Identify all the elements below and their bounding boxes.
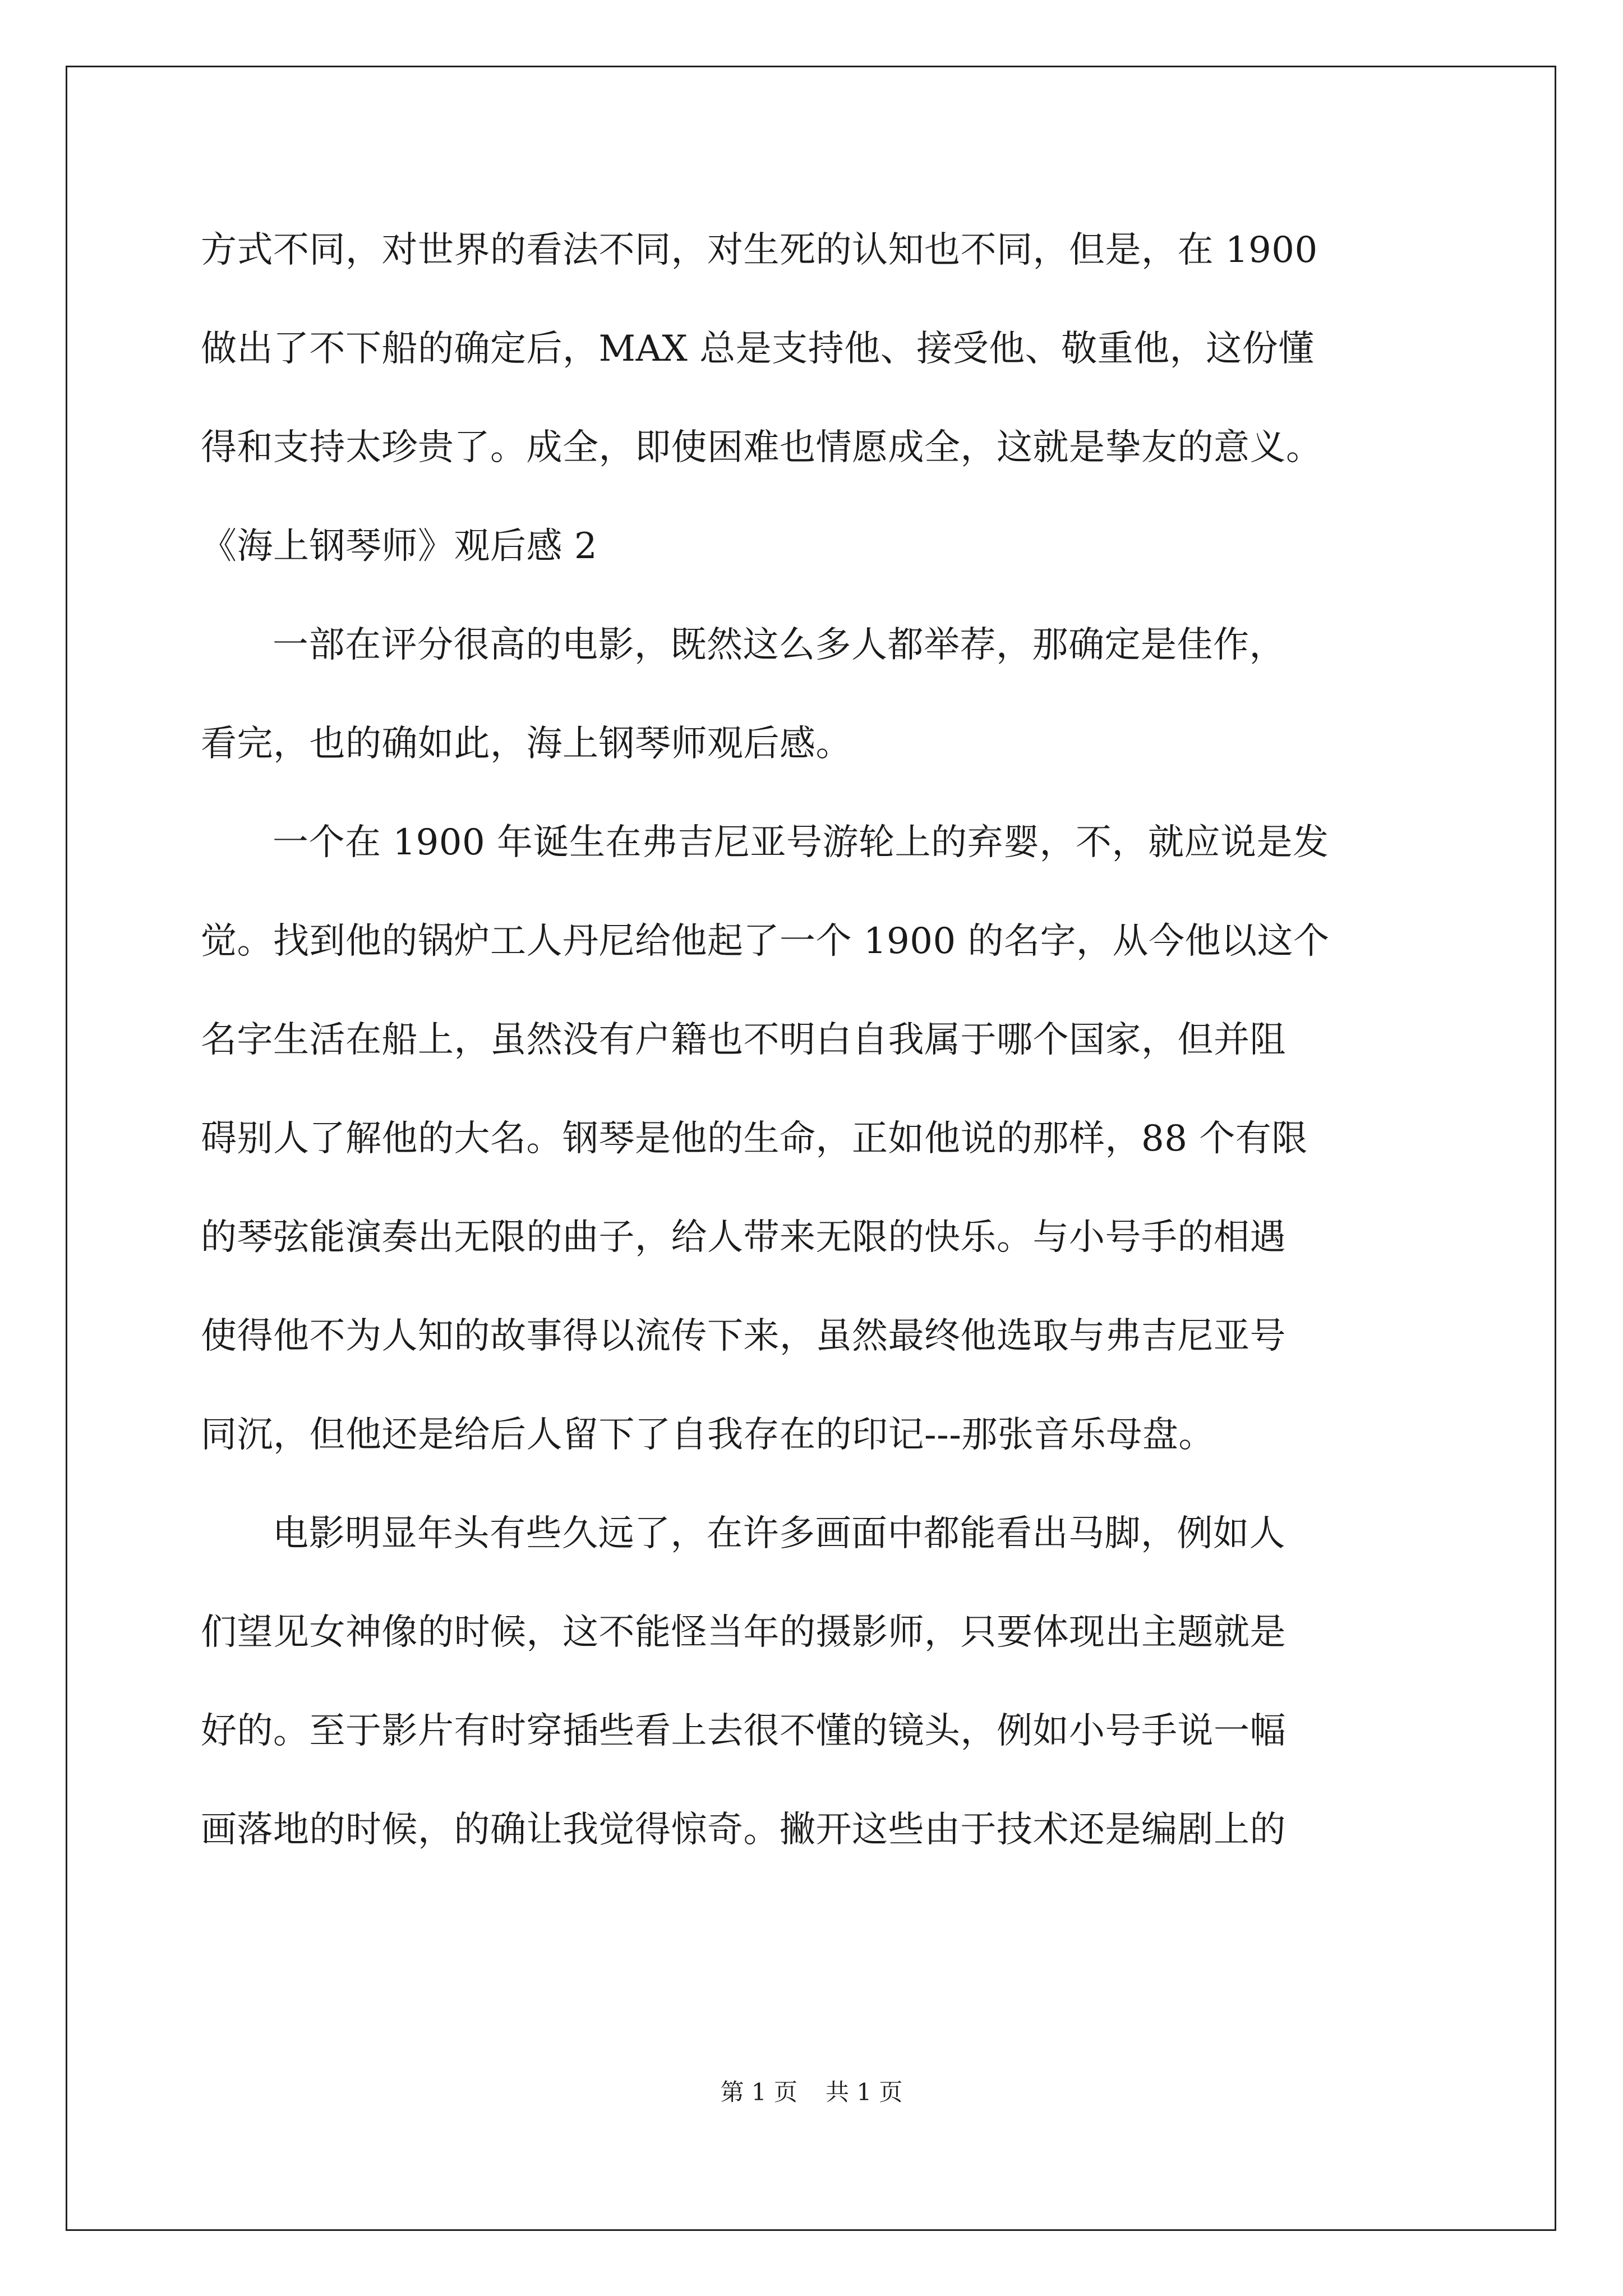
- text-line: 的琴弦能演奏出无限的曲子，给人带来无限的快乐。与小号手的相遇: [201, 1217, 1286, 1258]
- paragraph-start: 电影明显年头有些久远了，在许多画面中都能看出马脚，例如人: [273, 1513, 1285, 1554]
- text-line: 得和支持太珍贵了。成全，即使困难也情愿成全，这就是挚友的意义。: [201, 427, 1322, 468]
- text-line: 们望见女神像的时候，这不能怪当年的摄影师，只要体现出主题就是: [201, 1612, 1286, 1653]
- text-line: 看完，也的确如此，海上钢琴师观后感。: [201, 723, 852, 765]
- section-heading: 《海上钢琴师》观后感 2: [201, 526, 598, 567]
- text-line: 做出了不下船的确定后，MAX 总是支持他、接受他、敬重他，这份懂: [201, 328, 1315, 370]
- text-line: 同沉，但他还是给后人留下了自我存在的印记---那张音乐母盘。: [201, 1414, 1215, 1456]
- document-body: [201, 219, 1429, 1897]
- text-line: 画落地的时候，的确让我觉得惊奇。撇开这些由于技术还是编剧上的: [201, 1809, 1286, 1851]
- page-number: 第 1 页: [720, 2078, 797, 2106]
- text-line: 名字生活在船上，虽然没有户籍也不明白自我属于哪个国家，但并阻: [201, 1019, 1286, 1061]
- paragraph-start: 一个在 1900 年诞生在弗吉尼亚号游轮上的弃婴，不，就应说是发: [273, 822, 1329, 863]
- text-line: 使得他不为人知的故事得以流传下来，虽然最终他选取与弗吉尼亚号: [201, 1315, 1286, 1357]
- text-line: 方式不同，对世界的看法不同，对生死的认知也不同，但是，在 1900: [201, 229, 1318, 271]
- paragraph-start: 一部在评分很高的电影，既然这么多人都举荐，那确定是佳作，: [273, 624, 1285, 666]
- page-footer: [0, 2076, 1623, 2109]
- text-line: 碍别人了解他的大名。钢琴是他的生命，正如他说的那样，88 个有限: [201, 1118, 1308, 1159]
- page-total: 共 1 页: [826, 2078, 903, 2106]
- text-line: 觉。找到他的锅炉工人丹尼给他起了一个 1900 的名字，从今他以这个: [201, 921, 1330, 962]
- text-line: 好的。至于影片有时穿插些看上去很不懂的镜头，例如小号手说一幅: [201, 1710, 1286, 1752]
